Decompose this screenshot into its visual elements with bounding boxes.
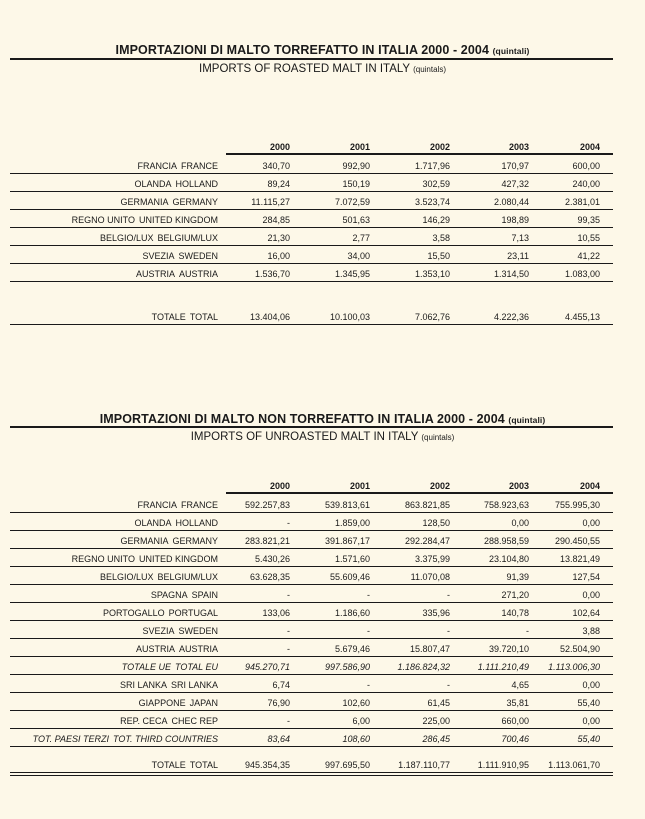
table-cell: 0,00 — [582, 680, 600, 690]
table-row — [0, 513, 645, 531]
table1-subtitle-unit: (quintals) — [413, 65, 446, 74]
table-cell: 5.430,26 — [254, 554, 290, 564]
table2-header-rule — [226, 492, 613, 494]
table-cell: 89,24 — [267, 179, 290, 189]
table-cell: 700,46 — [501, 734, 529, 744]
table-cell: 302,59 — [422, 179, 450, 189]
table-row — [0, 621, 645, 639]
row-label — [120, 716, 218, 726]
label-en: SWEDEN — [178, 251, 218, 261]
label-en: TOTAL — [189, 312, 218, 322]
table-cell: 35,81 — [506, 698, 529, 708]
table-cell: - — [447, 626, 450, 636]
table-cell: 225,00 — [422, 716, 450, 726]
table-cell: 997.586,90 — [324, 662, 370, 672]
row-label — [120, 197, 218, 207]
table-cell: 3.523,74 — [414, 197, 450, 207]
table-cell: 133,06 — [262, 608, 290, 618]
table-row — [0, 657, 645, 675]
table-cell: 170,97 — [501, 161, 529, 171]
table-cell: 1.186.824,32 — [397, 662, 450, 672]
table-cell: - — [287, 626, 290, 636]
table-cell: 2.080,44 — [493, 197, 529, 207]
label-it: AUSTRIA — [135, 644, 175, 654]
table-cell: 1.717,96 — [414, 161, 450, 171]
label-en: GERMANY — [172, 197, 218, 207]
total-cell: 945.354,35 — [244, 760, 290, 770]
year-header: 2001 — [349, 481, 370, 491]
label-en: SWEDEN — [178, 626, 218, 636]
table-cell: 102,64 — [572, 608, 600, 618]
row-label — [137, 500, 218, 510]
label-it: FRANCIA — [137, 500, 177, 510]
table-cell: 1.113.006,30 — [548, 662, 600, 672]
row-label — [100, 572, 218, 582]
table-cell: 55,40 — [577, 698, 600, 708]
table-cell: 290.450,55 — [554, 536, 600, 546]
table-cell: - — [287, 716, 290, 726]
table-row — [0, 495, 645, 513]
table-cell: - — [447, 680, 450, 690]
row-label — [72, 554, 218, 564]
row-label — [134, 518, 218, 528]
table-cell: 1.353,10 — [414, 269, 450, 279]
label-en: GERMANY — [172, 536, 218, 546]
label-en: TOTAL — [189, 760, 218, 770]
label-it: GERMANIA — [120, 536, 169, 546]
table-cell: 0,00 — [511, 518, 529, 528]
total-row — [0, 755, 645, 773]
table-row — [0, 675, 645, 693]
label-it: BELGIO/LUX — [99, 572, 154, 582]
total-cell: 13.404,06 — [249, 312, 290, 322]
table-cell: - — [447, 590, 450, 600]
table-cell: 127,54 — [572, 572, 600, 582]
table-cell: 335,96 — [422, 608, 450, 618]
table1-title: IMPORTAZIONI DI MALTO TORREFATTO IN ITALIA 2000 - 2004 (quintali) — [115, 43, 530, 57]
table-cell: 63.628,35 — [249, 572, 290, 582]
table-cell: 108,60 — [342, 734, 370, 744]
table-cell: 0,00 — [582, 518, 600, 528]
label-it: TOTALE UE — [121, 662, 171, 672]
year-header: 2004 — [579, 481, 600, 491]
total-cell: 1.113.061,70 — [548, 760, 600, 770]
label-it: REGNO UNITO — [71, 215, 135, 225]
label-en: UNITED KINGDOM — [138, 554, 218, 564]
table-cell: 0,00 — [582, 590, 600, 600]
table-cell: 340,70 — [262, 161, 290, 171]
label-it: GIAPPONE — [138, 698, 186, 708]
row-label — [33, 734, 218, 744]
row-label — [137, 161, 218, 171]
table-row — [0, 567, 645, 585]
table1-subtitle: IMPORTS OF ROASTED MALT IN ITALY (quintals) — [199, 63, 446, 75]
table-row — [0, 639, 645, 657]
table-cell: 102,60 — [342, 698, 370, 708]
table-cell: - — [287, 518, 290, 528]
table-cell: 284,85 — [262, 215, 290, 225]
label-en: HOLLAND — [175, 518, 218, 528]
table-cell: - — [367, 626, 370, 636]
total-row — [0, 307, 645, 325]
label-en: UNITED KINGDOM — [138, 215, 218, 225]
table-cell: 2,77 — [352, 233, 370, 243]
row-label — [120, 680, 218, 690]
label-en: CHEC REP — [171, 716, 218, 726]
total-rule — [10, 772, 613, 773]
table-row — [0, 603, 645, 621]
table-cell: 13.821,49 — [559, 554, 600, 564]
table-row — [0, 549, 645, 567]
table-cell: 1.083,00 — [564, 269, 600, 279]
row-label — [134, 179, 218, 189]
label-en: TOT. THIRD COUNTRIES — [112, 734, 218, 744]
table-row — [0, 729, 645, 747]
row-label — [120, 536, 218, 546]
table-cell: - — [367, 680, 370, 690]
table-cell: 292.284,47 — [404, 536, 450, 546]
table-cell: 5.679,46 — [334, 644, 370, 654]
table-cell: 3,58 — [432, 233, 450, 243]
table-cell: 592.257,83 — [244, 500, 290, 510]
year-header: 2000 — [269, 142, 290, 152]
table-cell: 16,00 — [267, 251, 290, 261]
table-row — [0, 246, 645, 264]
total-rule — [10, 324, 613, 325]
label-en: HOLLAND — [175, 179, 218, 189]
table1-title-unit: (quintali) — [492, 46, 530, 56]
table-cell: 6,74 — [272, 680, 290, 690]
label-it: AUSTRIA — [135, 269, 175, 279]
table-cell: 427,32 — [501, 179, 529, 189]
row-label — [103, 608, 218, 618]
row-label — [142, 251, 218, 261]
table-row — [0, 531, 645, 549]
table-cell: 15.807,47 — [409, 644, 450, 654]
year-header: 2002 — [429, 481, 450, 491]
year-header: 2001 — [349, 142, 370, 152]
total-cell: 4.455,13 — [564, 312, 600, 322]
table-row — [0, 693, 645, 711]
label-en: TOTAL EU — [174, 662, 218, 672]
table-cell: 76,90 — [267, 698, 290, 708]
label-it: REP. CECA — [120, 716, 168, 726]
table-cell: 150,19 — [342, 179, 370, 189]
row-label — [100, 233, 218, 243]
label-it: REGNO UNITO — [71, 554, 135, 564]
table-cell: 7.072,59 — [334, 197, 370, 207]
table-cell: 286,45 — [422, 734, 450, 744]
table-cell: 0,00 — [582, 716, 600, 726]
year-header: 2000 — [269, 481, 290, 491]
label-en: PORTUGAL — [168, 608, 218, 618]
table-cell: 91,39 — [506, 572, 529, 582]
table2-subtitle: IMPORTS OF UNROASTED MALT IN ITALY (quintals) — [190, 431, 455, 443]
table-cell: 55,40 — [577, 734, 600, 744]
table-cell: 15,50 — [427, 251, 450, 261]
table-cell: 61,45 — [427, 698, 450, 708]
table-cell: 2.381,01 — [564, 197, 600, 207]
table-cell: 1.111.210,49 — [477, 662, 529, 672]
row-label — [151, 590, 218, 600]
table-cell: 1.345,95 — [334, 269, 370, 279]
table-cell: 21,30 — [267, 233, 290, 243]
table-row — [0, 264, 645, 282]
table1-header-rule — [226, 153, 613, 155]
table-cell: 539.813,61 — [324, 500, 370, 510]
table-cell: 1.314,50 — [493, 269, 529, 279]
total-cell: 997.695,50 — [324, 760, 370, 770]
table-cell: 1.186,60 — [334, 608, 370, 618]
label-en: JAPAN — [189, 698, 218, 708]
row-rule — [10, 281, 613, 282]
table-cell: 3,88 — [582, 626, 600, 636]
table-cell: 7,13 — [511, 233, 529, 243]
label-it: OLANDA — [134, 518, 172, 528]
table-cell: 600,00 — [572, 161, 600, 171]
table-cell: 11.115,27 — [251, 197, 290, 207]
table-cell: - — [526, 626, 529, 636]
total-cell: 10.100,03 — [329, 312, 370, 322]
total-cell: 7.062,76 — [414, 312, 450, 322]
table-cell: 945.270,71 — [244, 662, 290, 672]
label-it: FRANCIA — [137, 161, 177, 171]
table-row — [0, 585, 645, 603]
table2-title: IMPORTAZIONI DI MALTO NON TORREFATTO IN ITALIA 2000 - 2004 (quintali) — [99, 412, 546, 426]
table-cell: 41,22 — [577, 251, 600, 261]
label-it: PORTOGALLO — [102, 608, 165, 618]
table-cell: 755.995,30 — [554, 500, 600, 510]
total-cell: 1.111.910,95 — [477, 760, 529, 770]
table-cell: 863.821,85 — [404, 500, 450, 510]
total-cell: 1.187.110,77 — [398, 760, 450, 770]
table-cell: 23.104,80 — [488, 554, 529, 564]
table-cell: 140,78 — [501, 608, 529, 618]
table-cell: 660,00 — [501, 716, 529, 726]
label-en: FRANCE — [180, 161, 218, 171]
row-label — [136, 644, 218, 654]
year-header: 2003 — [508, 481, 529, 491]
table-cell: 992,90 — [342, 161, 370, 171]
label-en: SRI LANKA — [170, 680, 218, 690]
label-it: SRI LANKA — [119, 680, 167, 690]
table-cell: 758.923,63 — [483, 500, 529, 510]
table-row — [0, 156, 645, 174]
row-label — [72, 215, 218, 225]
table-cell: - — [367, 590, 370, 600]
table-row — [0, 192, 645, 210]
table1-title-rule — [10, 58, 613, 60]
row-label — [139, 698, 218, 708]
table-cell: 283.821,21 — [244, 536, 290, 546]
row-label — [142, 626, 218, 636]
year-header: 2003 — [508, 142, 529, 152]
label-en: AUSTRIA — [178, 644, 218, 654]
table-cell: 55.609,46 — [329, 572, 370, 582]
table-cell: 3.375,99 — [414, 554, 450, 564]
table-row — [0, 228, 645, 246]
label-en: BELGIUM/LUX — [157, 572, 218, 582]
label-en: FRANCE — [180, 500, 218, 510]
table-row — [0, 210, 645, 228]
label-it: TOT. PAESI TERZI — [32, 734, 109, 744]
table-cell: - — [287, 590, 290, 600]
table-cell: 83,64 — [267, 734, 290, 744]
table-cell: 271,20 — [501, 590, 529, 600]
table-cell: 6,00 — [352, 716, 370, 726]
table-row — [0, 711, 645, 729]
label-en: SPAIN — [191, 590, 218, 600]
total-cell: 4.222,36 — [493, 312, 529, 322]
table2-subtitle-unit: (quintals) — [421, 433, 455, 442]
label-it: OLANDA — [134, 179, 172, 189]
total-double-rule — [10, 775, 613, 776]
table-cell: 240,00 — [572, 179, 600, 189]
table-cell: 146,29 — [422, 215, 450, 225]
table-cell: 99,35 — [577, 215, 600, 225]
table2-title-rule — [10, 426, 613, 428]
year-header: 2004 — [579, 142, 600, 152]
table-cell: 501,63 — [342, 215, 370, 225]
table-cell: 10,55 — [577, 233, 600, 243]
table-cell: 128,50 — [422, 518, 450, 528]
label-it: BELGIO/LUX — [99, 233, 154, 243]
label-it: GERMANIA — [120, 197, 169, 207]
table-cell: 34,00 — [347, 251, 370, 261]
table-cell: 198,89 — [501, 215, 529, 225]
table-cell: 4,65 — [511, 680, 529, 690]
table-cell: 1.536,70 — [254, 269, 290, 279]
table2-title-unit: (quintali) — [508, 415, 546, 425]
label-it: SVEZIA — [142, 626, 175, 636]
table-cell: 23,11 — [507, 251, 529, 261]
table-cell: 11.070,08 — [410, 572, 450, 582]
total-label — [152, 760, 218, 770]
table-row — [0, 174, 645, 192]
row-label — [136, 269, 218, 279]
total-label — [152, 312, 218, 322]
table-cell: 1.859,00 — [334, 518, 370, 528]
label-en: BELGIUM/LUX — [157, 233, 218, 243]
table-cell: 39.720,10 — [488, 644, 529, 654]
table-cell: 52.504,90 — [559, 644, 600, 654]
label-it: SVEZIA — [142, 251, 175, 261]
table-cell: - — [287, 644, 290, 654]
row-label — [122, 662, 218, 672]
label-it: TOTALE — [151, 312, 186, 322]
row-rule — [10, 746, 613, 747]
label-it: SPAGNA — [150, 590, 188, 600]
table-cell: 1.571,60 — [334, 554, 370, 564]
label-it: TOTALE — [151, 760, 186, 770]
table-cell: 288.958,59 — [483, 536, 529, 546]
table-cell: 391.867,17 — [324, 536, 370, 546]
label-en: AUSTRIA — [178, 269, 218, 279]
year-header: 2002 — [429, 142, 450, 152]
